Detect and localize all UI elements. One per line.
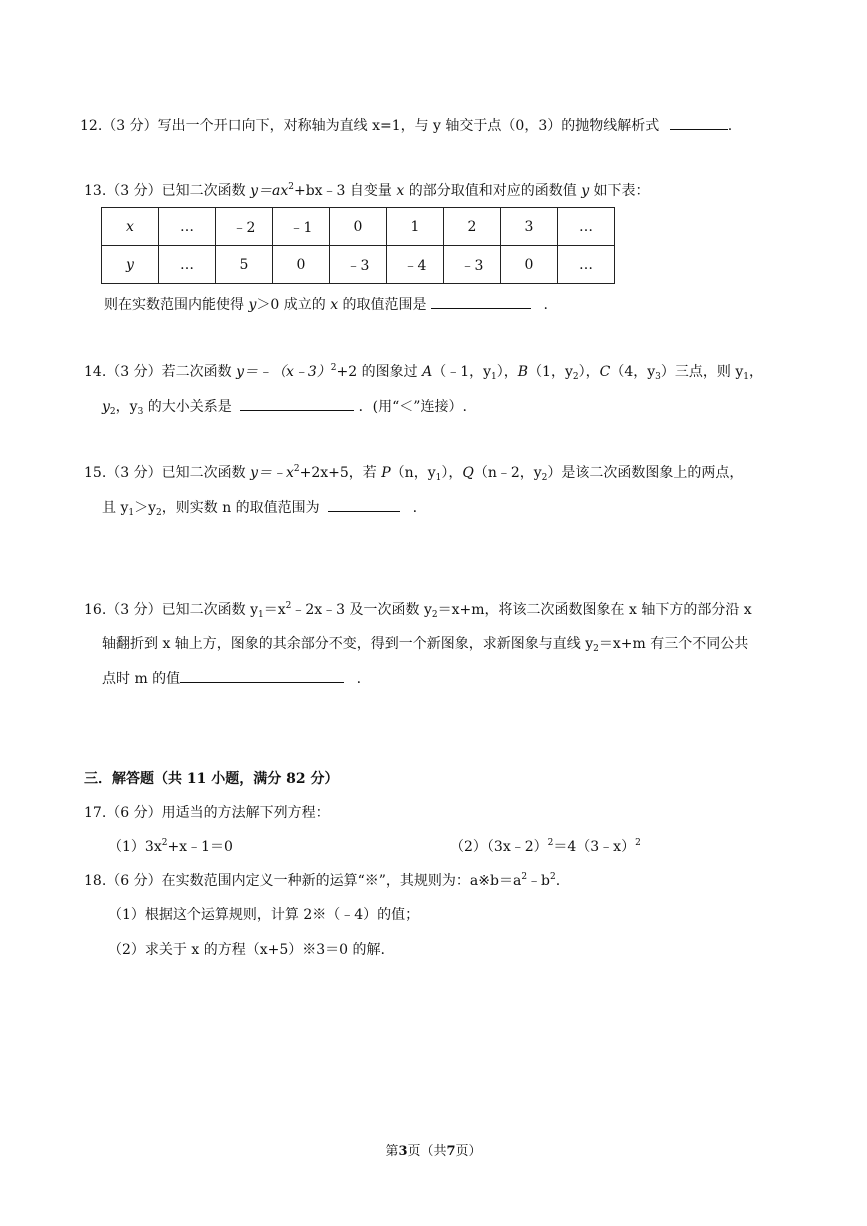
question-17-part-1: $(1)3x^2+x﹣1=0$ bbox=[108, 838, 233, 855]
answer-blank[interactable] bbox=[240, 396, 354, 411]
question-number: 13. bbox=[84, 183, 107, 199]
question-17-part-2: （2）（3x﹣2）$^2$＝4（3﹣x）$^2$ bbox=[450, 838, 641, 855]
table-row-y bbox=[102, 246, 615, 284]
table-row-x bbox=[102, 208, 615, 246]
table-cell: ﹣3 bbox=[330, 246, 387, 284]
question-16-line-3: 点时 m 的值 . bbox=[102, 668, 361, 689]
question-number: 15. bbox=[84, 465, 107, 481]
question-16-line-2: 轴翻折到 x 轴上方，图象的其余部分不变，得到一个新图象，求新图象与直线 $y_2=x+m$ 有三个不同公共 bbox=[102, 636, 749, 654]
section-heading: 三．解答题（共 11 小题，满分 82 分） bbox=[84, 771, 339, 787]
question-number: 14. bbox=[84, 364, 107, 380]
table-cell: 0 bbox=[501, 246, 558, 284]
table-cell: ﹣3 bbox=[444, 246, 501, 284]
question-12: 12.（3 分）写出一个开口向下，对称轴为直线 x=1，与 y 轴交于点（0，3）的抛物线解析式 . bbox=[80, 115, 732, 136]
page-total: 7 bbox=[446, 1144, 456, 1159]
question-number: 18. bbox=[84, 873, 107, 889]
question-15-line-1: 15.（3 分）已知二次函数 $y=﹣x^2+2x+5$，若 P（n，$y_1$），Q（n﹣2，$y_2$）是该二次函数图象上的两点， bbox=[84, 464, 744, 483]
table-cell: 5 bbox=[216, 246, 273, 284]
table-cell: 0 bbox=[273, 246, 330, 284]
table-cell: 0 bbox=[330, 208, 387, 246]
table-cell: … bbox=[159, 208, 216, 246]
question-18-part-2: （2）求关于 x 的方程（x+5）※3＝0 的解. bbox=[108, 942, 385, 958]
question-15-line-2: 且 $y_1>y_2$，则实数 n 的取值范围为 . bbox=[102, 497, 417, 518]
answer-blank[interactable] bbox=[431, 294, 531, 309]
question-13: 13.（3 分）已知二次函数 $y=ax^2+bx﹣3$ 自变量 x 的部分取值和对应的函数值 y 如下表： bbox=[84, 182, 650, 199]
table-cell: … bbox=[159, 246, 216, 284]
question-14-line-2: $y_2$，$y_3$ 的大小关系是 ．(用“＜”连接）. bbox=[102, 396, 467, 417]
question-13-tail: 则在实数范围内能使得 y＞0 成立的 x 的取值范围是 . bbox=[104, 294, 548, 315]
table-cell: 2 bbox=[444, 208, 501, 246]
answer-blank[interactable] bbox=[328, 497, 400, 512]
question-text: （3 分）写出一个开口向下，对称轴为直线 x=1，与 y 轴交于点（0，3）的抛物线解析式 bbox=[102, 118, 660, 134]
page-footer: 第3页（共7页） bbox=[385, 1144, 482, 1159]
answer-blank[interactable] bbox=[180, 668, 344, 683]
page-number: 3 bbox=[398, 1144, 408, 1159]
table-cell: x bbox=[102, 208, 159, 246]
question-18: 18.（6 分）在实数范围内定义一种新的运算“※”，其规则为：$a※b=a^2﹣b^2$. bbox=[84, 872, 561, 889]
table-cell: ﹣1 bbox=[273, 208, 330, 246]
table-cell: y bbox=[102, 246, 159, 284]
question-number: 16. bbox=[84, 602, 107, 618]
table-cell: ﹣2 bbox=[216, 208, 273, 246]
table-cell: ﹣4 bbox=[387, 246, 444, 284]
question-14-line-1: 14.（3 分）若二次函数 y＝﹣（x﹣3）$^2$+2 的图象过 A（﹣1，$y_1$），B（1，$y_2$），C（4，$y_3$）三点，则 $y_1$， bbox=[84, 363, 763, 382]
question-18-part-1: （1）根据这个运算规则，计算 2※（﹣4）的值； bbox=[108, 907, 420, 923]
value-table bbox=[101, 207, 615, 284]
question-16-line-1: 16.（3 分）已知二次函数 $y_1=x^2﹣2x﹣3$ 及一次函数 $y_2=x+m$，将该二次函数图象在 x 轴下方的部分沿 x bbox=[84, 601, 752, 620]
answer-blank[interactable] bbox=[670, 115, 728, 130]
question-number: 17. bbox=[84, 805, 107, 821]
question-number: 12. bbox=[80, 118, 103, 134]
table-cell: 3 bbox=[501, 208, 558, 246]
table-cell: 1 bbox=[387, 208, 444, 246]
table-cell: … bbox=[558, 246, 615, 284]
table-cell: … bbox=[558, 208, 615, 246]
question-17: 17.（6 分）用适当的方法解下列方程： bbox=[84, 805, 330, 821]
